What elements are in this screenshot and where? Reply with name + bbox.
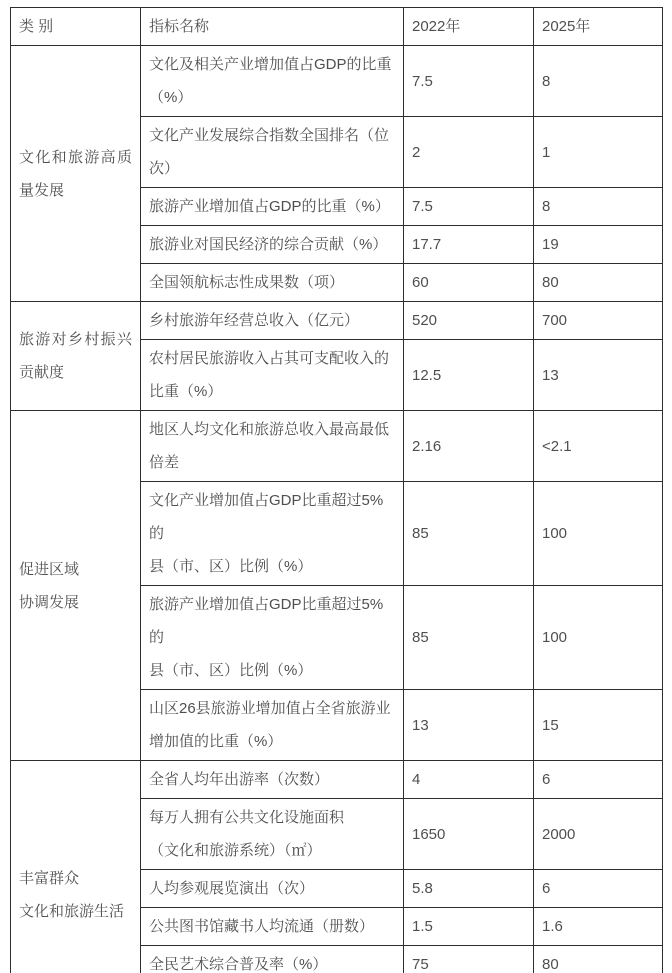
value-2022-cell: 4 (404, 761, 534, 799)
cell-line: 农村居民旅游收入占其可支配收入的 (149, 350, 390, 367)
value-2022-cell: 85 (404, 482, 534, 586)
value-2022-cell: 2 (404, 117, 534, 188)
indicator-cell (141, 46, 404, 117)
cell-line: 文化产业发展综合指数全国排名（位 (149, 127, 390, 144)
value-2022-cell: 13 (404, 690, 534, 761)
header-cell-category: 类 别 (11, 8, 141, 46)
header-cell-2025: 2025年 (534, 8, 663, 46)
indicator-cell (141, 482, 404, 586)
category-line: 促进区域 (19, 560, 80, 578)
category-cell (11, 761, 141, 973)
category-line: 量发展 (19, 181, 65, 199)
value-2025-cell: 80 (534, 264, 663, 302)
value-2022-cell: 7.5 (404, 188, 534, 226)
value-2025-cell: 13 (534, 340, 663, 411)
indicator-cell (141, 946, 404, 973)
cell-line: 旅游产业增加值占GDP比重超过5% (149, 596, 384, 613)
category-cell (11, 46, 141, 302)
category-line: 丰富群众 (19, 869, 80, 887)
value-2022-cell: 75 (404, 946, 534, 973)
cell-line: 文化产业增加值占GDP比重超过5% (149, 492, 384, 509)
cell-line: 比重（%） (149, 383, 223, 400)
value-2022-cell: 5.8 (404, 870, 534, 908)
value-2022-cell: 60 (404, 264, 534, 302)
value-2025-cell: 80 (534, 946, 663, 973)
cell-line: 全国领航标志性成果数（项） (149, 274, 345, 291)
category-cell (11, 411, 141, 761)
cell-line: 全省人均年出游率（次数） (149, 771, 330, 788)
indicator-cell (141, 226, 404, 264)
value-2025-cell: 8 (534, 188, 663, 226)
value-2022-cell: 1.5 (404, 908, 534, 946)
value-2025-cell: 6 (534, 870, 663, 908)
cell-line: 乡村旅游年经营总收入（亿元） (149, 312, 360, 329)
cell-line: 旅游业对国民经济的综合贡献（%） (149, 236, 388, 253)
value-2025-cell: 19 (534, 226, 663, 264)
value-2025-cell: 6 (534, 761, 663, 799)
cell-line: 文化及相关产业增加值占GDP的比重 (149, 56, 392, 73)
cell-line: （%） (149, 89, 193, 106)
cell-line: 倍差 (149, 454, 180, 471)
indicator-cell (141, 870, 404, 908)
cell-line: 全民艺术综合普及率（%） (149, 956, 328, 973)
indicator-cell (141, 799, 404, 870)
value-2025-cell: 100 (534, 586, 663, 690)
table-row (11, 761, 663, 799)
indicator-cell (141, 908, 404, 946)
value-2025-cell: 1.6 (534, 908, 663, 946)
cell-line: 的 (149, 525, 165, 542)
value-2025-cell: 15 (534, 690, 663, 761)
value-2025-cell: 2000 (534, 799, 663, 870)
header-cell-indicator: 指标名称 (141, 8, 404, 46)
category-line: 贡献度 (19, 364, 65, 381)
header-row (11, 8, 663, 46)
value-2025-cell: 8 (534, 46, 663, 117)
indicator-cell (141, 761, 404, 799)
cell-line: 次） (149, 160, 180, 177)
value-2022-cell: 7.5 (404, 46, 534, 117)
table-row (11, 302, 663, 340)
value-2025-cell: <2.1 (534, 411, 663, 482)
cell-line: 县（市、区）比例（%） (149, 558, 313, 575)
table-row (11, 46, 663, 117)
category-line: 协调发展 (19, 593, 80, 611)
cell-line: 山区26县旅游业增加值占全省旅游业 (149, 700, 391, 717)
cell-line: 公共图书馆藏书人均流通（册数） (149, 918, 375, 935)
cell-line: 旅游产业增加值占GDP的比重（%） (149, 198, 390, 215)
cell-line: （文化和旅游系统）（㎡） (149, 842, 322, 859)
value-2022-cell: 17.7 (404, 226, 534, 264)
indicator-cell (141, 411, 404, 482)
value-2025-cell: 700 (534, 302, 663, 340)
value-2022-cell: 520 (404, 302, 534, 340)
indicator-cell (141, 340, 404, 411)
indicator-cell (141, 586, 404, 690)
category-line: 文化和旅游生活 (19, 902, 125, 920)
cell-line: 每万人拥有公共文化设施面积 (149, 809, 345, 826)
indicator-cell (141, 302, 404, 340)
indicator-cell (141, 264, 404, 302)
category-cell (11, 302, 141, 411)
header-cell-2022: 2022年 (404, 8, 534, 46)
cell-line: 地区人均文化和旅游总收入最高最低 (149, 421, 390, 438)
category-line: 文化和旅游高质 (19, 148, 132, 166)
value-2022-cell: 2.16 (404, 411, 534, 482)
indicator-cell (141, 117, 404, 188)
value-2025-cell: 1 (534, 117, 663, 188)
value-2025-cell: 100 (534, 482, 663, 586)
category-line: 旅游对乡村振兴 (19, 331, 132, 348)
table-row (11, 411, 663, 482)
indicator-cell (141, 690, 404, 761)
cell-line: 人均参观展览演出（次） (149, 880, 315, 897)
indicator-cell (141, 188, 404, 226)
value-2022-cell: 1650 (404, 799, 534, 870)
cell-line: 的 (149, 629, 165, 646)
value-2022-cell: 85 (404, 586, 534, 690)
cell-line: 增加值的比重（%） (149, 733, 283, 750)
indicators-table (10, 7, 663, 973)
value-2022-cell: 12.5 (404, 340, 534, 411)
cell-line: 县（市、区）比例（%） (149, 662, 313, 679)
